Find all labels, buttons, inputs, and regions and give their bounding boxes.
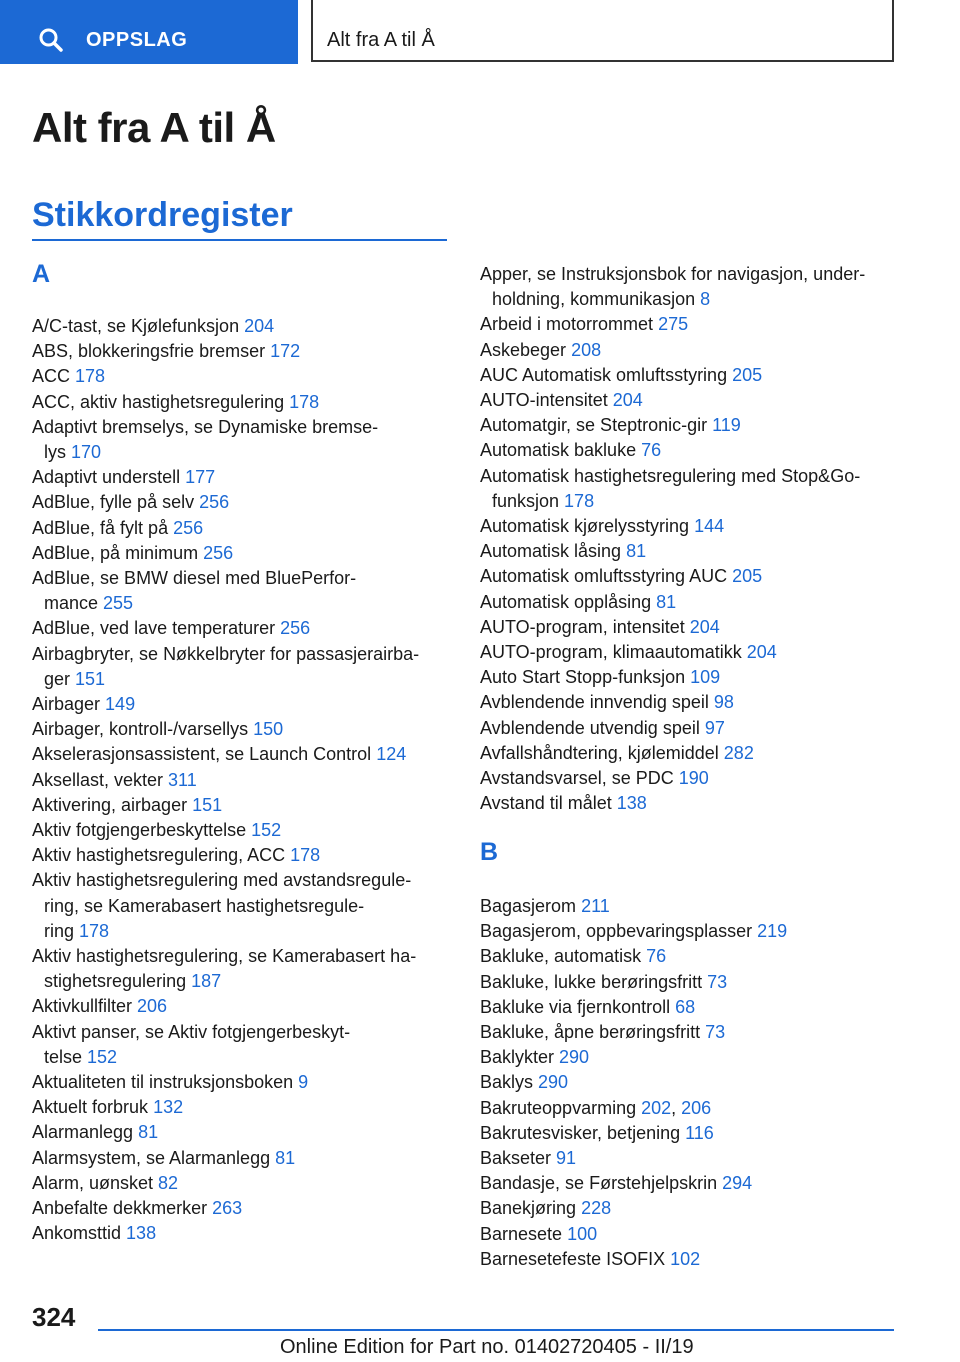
index-entry [480, 919, 907, 944]
index-entry [32, 868, 459, 944]
index-entry [480, 665, 907, 690]
index-entry-text: Alarmsystem, se Alarmanlegg [32, 1147, 276, 1168]
page-reference-link[interactable]: 138 [126, 1223, 157, 1244]
index-entry [32, 314, 459, 339]
index-entry [32, 742, 459, 767]
index-entry [480, 615, 907, 640]
index-entry-text: Avblendende innvendig speil [480, 692, 714, 713]
index-entry-text: Bakluke, lukke berøringsfritt [480, 971, 708, 992]
page-reference-link[interactable]: 73 [707, 971, 728, 992]
section-title: Stikkordregister [32, 196, 293, 234]
index-entry-text: Adaptivt bremselys, se Dynamiske bremse- [32, 416, 379, 437]
page-reference-link[interactable]: 91 [556, 1148, 577, 1168]
index-entry-text: Apper, se Instruksjonsbok for navigasjon, under- [480, 264, 866, 284]
index-entry-text: Avblendende utvendig speil [480, 717, 705, 738]
page-reference-link[interactable]: 68 [675, 996, 696, 1017]
index-entry-text: Automatisk omluftsstyring AUC [480, 566, 733, 587]
index-entry-text: ring [44, 920, 80, 941]
page-reference-link[interactable]: 256 [199, 492, 230, 513]
index-entry-text: Banekjøring [480, 1198, 582, 1219]
top-navigation-bar [0, 0, 960, 66]
index-entry-text: Aktivkullfilter [32, 996, 138, 1017]
index-entry [32, 516, 459, 541]
index-entry-text: Ankomsttid [32, 1223, 127, 1244]
index-entry-text: Akselerasjonsassistent, se Launch Control [32, 744, 377, 765]
index-entry [32, 541, 459, 566]
index-entry-text: lys [44, 442, 71, 462]
index-entry [480, 894, 907, 919]
page-reference-link[interactable]: 132 [153, 1097, 184, 1118]
index-entry [32, 1070, 459, 1095]
index-entry [480, 388, 907, 413]
index-entry [480, 1070, 907, 1095]
search-tab[interactable] [0, 0, 298, 64]
page-reference-link[interactable]: 204 [689, 616, 720, 637]
index-entry-text: Arbeid i motorrommet [480, 314, 659, 335]
page-reference-link[interactable]: 204 [612, 390, 643, 410]
page-reference-link[interactable]: 206 [137, 996, 168, 1017]
index-entry-text: Automatgir, se Steptronic-gir [480, 415, 713, 436]
index-entry-text: Askebeger [480, 339, 572, 360]
page-reference-link[interactable]: 178 [79, 920, 110, 941]
page-reference-link[interactable]: 102 [670, 1248, 701, 1269]
page-reference-link[interactable]: 172 [270, 341, 301, 362]
index-entry-text: Adaptivt understell [32, 467, 186, 488]
page-reference-link[interactable]: 290 [559, 1047, 590, 1068]
page-reference-link[interactable]: 178 [564, 490, 595, 511]
index-entry-text: Automatisk bakluke [480, 440, 642, 461]
search-tab-label: OPPSLAG [86, 29, 188, 51]
index-entry [32, 944, 459, 994]
page-reference-link[interactable]: 144 [694, 516, 725, 536]
page-reference-link[interactable]: 311 [168, 769, 197, 790]
index-entry [32, 566, 459, 616]
index-entry [480, 716, 907, 741]
index-letter-heading: A [32, 260, 51, 288]
index-entry-text: AUTO-intensitet [480, 390, 613, 410]
index-entry-text: Aktiv hastighetsregulering med avstandsregule- [32, 870, 412, 891]
page-reference-link[interactable]: 282 [723, 742, 754, 763]
index-entry [480, 640, 907, 665]
page-reference-link[interactable]: 81 [656, 591, 677, 612]
page-reference-link[interactable]: 256 [280, 618, 311, 639]
index-entry-text: Alarm, uønsket [32, 1172, 159, 1193]
page-reference-link[interactable]: 150 [253, 719, 284, 740]
index-entry [32, 415, 459, 465]
index-entry [480, 1222, 907, 1247]
index-entry [32, 1146, 459, 1171]
page-reference-link[interactable]: 294 [722, 1173, 753, 1194]
page-reference-link[interactable]: 263 [212, 1198, 243, 1218]
index-entry-text: Barnesetefeste ISOFIX [480, 1248, 671, 1269]
page-reference-link[interactable]: 76 [641, 440, 662, 461]
index-entry-text: Bakluke, automatisk [480, 946, 647, 967]
search-icon [38, 27, 64, 53]
index-entry-text: Aktiv hastighetsregulering, se Kamerabasert ha- [32, 946, 417, 966]
page-reference-link[interactable]: 211 [581, 896, 610, 916]
index-entry-text: Airbagbryter, se Nøkkelbryter for passasjerairba- [32, 643, 420, 664]
index-entry [480, 413, 907, 438]
index-entry-text: Automatisk opplåsing [480, 591, 657, 612]
index-entry-text: AdBlue, på minimum [32, 542, 204, 563]
page-reference-link[interactable]: 208 [571, 339, 602, 360]
index-entry [480, 791, 907, 816]
index-entry-text: AdBlue, ved lave temperaturer [32, 618, 281, 639]
page-reference-link[interactable]: 81 [138, 1122, 159, 1143]
index-entry-text: AdBlue, fylle på selv [32, 492, 200, 513]
index-entry [32, 339, 459, 364]
index-entry-text: AUTO-program, klimaautomatikk [480, 642, 747, 662]
index-entry [480, 690, 907, 715]
index-entry-text: Avstandsvarsel, se PDC [480, 768, 679, 788]
index-entry [480, 1020, 907, 1045]
index-entry [480, 338, 907, 363]
index-entry [480, 262, 907, 312]
index-entry-text: Automatisk låsing [480, 541, 627, 562]
index-entry-text: funksjon [492, 490, 565, 511]
page-reference-link[interactable]: 206 [681, 1097, 712, 1118]
index-entry [480, 1146, 907, 1171]
page-reference-link[interactable]: 275 [658, 314, 689, 335]
page-reference-link[interactable]: 151 [75, 668, 106, 689]
page-reference-link[interactable]: 100 [567, 1223, 598, 1244]
index-entry-text: Aktiv hastighetsregulering, ACC [32, 845, 291, 866]
page-reference-link[interactable]: 76 [646, 946, 667, 967]
index-entry [32, 994, 459, 1019]
index-entry-text: Aksellast, vekter [32, 769, 169, 790]
page-reference-link[interactable]: 151 [192, 794, 223, 815]
page-reference-link[interactable]: 9 [298, 1072, 309, 1092]
index-entry [480, 1247, 907, 1272]
index-entry [32, 1120, 459, 1145]
index-entry [32, 1196, 459, 1221]
index-entry-text: Bakluke via fjernkontroll [480, 996, 676, 1017]
page-reference-link[interactable]: 81 [275, 1147, 296, 1168]
index-entry [32, 364, 459, 389]
index-entry-text: Aktivt panser, se Aktiv fotgjengerbeskyt- [32, 1021, 351, 1042]
index-entry [480, 1121, 907, 1146]
page-separator: , [671, 1097, 682, 1118]
page-reference-link[interactable]: 205 [732, 364, 763, 385]
index-entry [32, 818, 459, 843]
section-divider [32, 239, 447, 241]
chapter-tab[interactable] [311, 0, 894, 62]
index-entry-text: Bagasjerom [480, 896, 582, 916]
index-entry-text: Bakluke, åpne berøringsfritt [480, 1022, 706, 1042]
index-entry [32, 793, 459, 818]
page-reference-link[interactable]: 190 [678, 768, 709, 788]
index-entry-text: AUTO-program, intensitet [480, 616, 690, 637]
index-entry-text: holdning, kommunikasjon [492, 289, 701, 310]
index-entry-text: Auto Start Stopp-funksjon [480, 667, 691, 688]
page-reference-link[interactable]: 82 [158, 1172, 179, 1193]
index-entry-text: Bakrutesvisker, betjening [480, 1122, 686, 1143]
index-entry [480, 741, 907, 766]
index-entry-text: Aktivering, airbager [32, 794, 193, 815]
index-entry-text: AdBlue, se BMW diesel med BluePerfor- [32, 568, 357, 588]
page-reference-link[interactable]: 219 [757, 921, 788, 942]
index-entry-text: Avstand til målet [480, 793, 617, 814]
index-entry-text: stighetsregulering [44, 971, 192, 992]
page-reference-link[interactable]: 178 [75, 366, 106, 387]
page-reference-link[interactable]: 149 [105, 694, 136, 714]
index-entry [32, 390, 459, 415]
page-reference-link[interactable]: 228 [581, 1198, 612, 1219]
index-entry [32, 843, 459, 868]
index-entry-text: Aktualiteten til instruksjonsboken [32, 1072, 299, 1092]
index-entry [480, 1045, 907, 1070]
index-entry-text: Airbager, kontroll-/varsellys [32, 719, 254, 740]
footer-divider [98, 1329, 894, 1331]
index-entry-text: ABS, blokkeringsfrie bremser [32, 341, 271, 362]
index-entry [32, 1095, 459, 1120]
page-reference-link[interactable]: 8 [700, 289, 711, 310]
page-reference-link[interactable]: 178 [289, 391, 320, 412]
index-entry [480, 312, 907, 337]
index-entry-text: Automatisk kjørelysstyring [480, 516, 695, 536]
index-entry [32, 692, 459, 717]
page-reference-link[interactable]: 255 [103, 593, 134, 614]
index-entry [480, 363, 907, 388]
index-entry-text: AdBlue, få fylt på [32, 517, 174, 538]
page-reference-link[interactable]: 256 [203, 542, 234, 563]
index-entry [480, 944, 907, 969]
page-reference-link[interactable]: 205 [732, 566, 763, 587]
index-entry-text: Bandasje, se Førstehjelpskrin [480, 1173, 723, 1194]
index-entry-text: telse [44, 1046, 88, 1067]
index-entry-text: Baklykter [480, 1047, 560, 1068]
index-entry-text: Alarmanlegg [32, 1122, 139, 1143]
index-entry-text: Aktuelt forbruk [32, 1097, 154, 1118]
page-reference-link[interactable]: 116 [685, 1122, 714, 1143]
index-entry [480, 564, 907, 589]
index-entry-text: Baklys [480, 1072, 539, 1093]
index-entry [480, 1096, 907, 1121]
index-entry [480, 766, 907, 791]
page-reference-link[interactable]: 187 [191, 971, 222, 992]
index-entry-text: ger [44, 668, 76, 689]
index-entry-text: A/C-tast, se Kjølefunksjon [32, 316, 245, 336]
index-entry [480, 590, 907, 615]
index-entry [32, 1171, 459, 1196]
index-entry-text: ring, se Kamerabasert hastighetsregule- [44, 895, 365, 916]
index-entry-text: Airbager [32, 694, 106, 714]
page-reference-link[interactable]: 256 [173, 517, 204, 538]
page-reference-link[interactable]: 73 [705, 1022, 726, 1042]
index-entry [32, 1020, 459, 1070]
page-number: 324 [32, 1302, 76, 1332]
index-entry-text: Barnesete [480, 1223, 568, 1244]
page-reference-link[interactable]: 152 [251, 820, 282, 840]
index-entry [480, 464, 907, 514]
index-entry-text: Bagasjerom, oppbevaringsplasser [480, 921, 758, 942]
page-title: Alt fra A til Å [32, 104, 276, 151]
index-entry [32, 490, 459, 515]
index-entry [32, 616, 459, 641]
index-entry [480, 438, 907, 463]
index-entry [32, 1221, 459, 1246]
index-entry-text: ACC [32, 366, 76, 387]
page-reference-link[interactable]: 119 [712, 415, 741, 436]
page-reference-link[interactable]: 202 [641, 1097, 672, 1118]
page-reference-link[interactable]: 152 [87, 1046, 118, 1067]
page-reference-link[interactable]: 109 [690, 667, 721, 688]
index-entry [480, 1196, 907, 1221]
index-entry-text: Avfallshåndtering, kjølemiddel [480, 742, 724, 763]
page-reference-link[interactable]: 97 [704, 717, 725, 738]
index-entry [32, 465, 459, 490]
chapter-tab-label: Alt fra A til Å [327, 29, 435, 51]
index-entry [480, 539, 907, 564]
index-entry-text: AUC Automatisk omluftsstyring [480, 364, 733, 385]
page-reference-link[interactable]: 81 [626, 541, 647, 562]
page-reference-link[interactable]: 204 [244, 316, 275, 336]
page-reference-link[interactable]: 138 [616, 793, 647, 814]
page-reference-link[interactable]: 124 [376, 744, 407, 765]
page-reference-link[interactable]: 204 [746, 642, 777, 662]
index-entry [32, 768, 459, 793]
page-reference-link[interactable]: 170 [71, 442, 102, 462]
index-entry-text: Aktiv fotgjengerbeskyttelse [32, 820, 252, 840]
index-entry [32, 717, 459, 742]
index-entry [480, 514, 907, 539]
index-entry [32, 642, 459, 692]
index-entry [480, 1171, 907, 1196]
index-entry-text: mance [44, 593, 104, 614]
edition-text: Online Edition for Part no. 01402720405 - II/19 [280, 1336, 694, 1358]
index-entry-text: Bakseter [480, 1148, 557, 1168]
page-reference-link[interactable]: 178 [290, 845, 321, 866]
index-entry-text: Automatisk hastighetsregulering med Stop&Go- [480, 465, 861, 486]
page-reference-link[interactable]: 98 [713, 692, 734, 713]
page-reference-link[interactable]: 290 [538, 1072, 569, 1093]
index-entry [480, 970, 907, 995]
index-entry-text: Bakruteoppvarming [480, 1097, 642, 1118]
index-entry-text: Anbefalte dekkmerker [32, 1198, 213, 1218]
index-entry-text: ACC, aktiv hastighetsregulering [32, 391, 290, 412]
index-letter-heading: B [480, 838, 499, 866]
index-entry [480, 995, 907, 1020]
page-reference-link[interactable]: 177 [185, 467, 216, 488]
